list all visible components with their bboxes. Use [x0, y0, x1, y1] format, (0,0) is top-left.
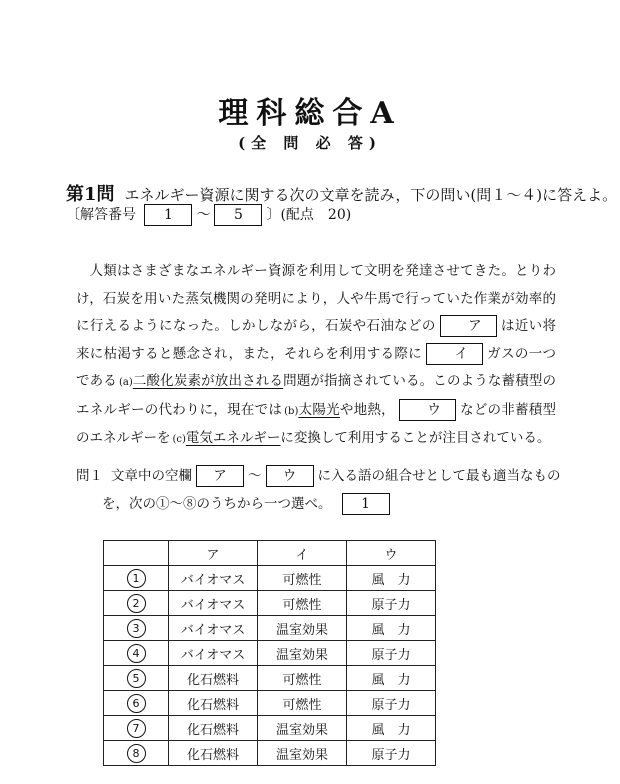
table-row — [104, 566, 436, 591]
q1-blank-u: ウ — [266, 465, 314, 487]
header-cell-i: イ — [258, 541, 347, 566]
option-number-cell — [104, 666, 169, 691]
subquestion-1-text-3: を，次の①～⑧のうちから一つ選べ。 — [102, 496, 332, 512]
table-cell: 可燃性 — [258, 691, 347, 716]
q1-answer-box: 1 — [342, 493, 390, 515]
blank-i: イ — [426, 343, 483, 365]
option-number-cell — [104, 566, 169, 591]
header-cell-a: ア — [169, 541, 258, 566]
underline-co2: 二酸化炭素が放出される — [132, 373, 284, 389]
table-cell: バイオマス — [169, 616, 258, 641]
underline-solar: 太陽光 — [298, 401, 340, 418]
table-row — [104, 616, 436, 641]
table-cell: 原子力 — [347, 691, 436, 716]
passage — [76, 258, 556, 454]
marker-b: (b) — [284, 405, 299, 417]
table-row — [104, 741, 436, 766]
option-number: 8 — [127, 744, 146, 763]
question-number: 第1問 — [66, 184, 115, 205]
passage-text-6: などの非蓄積型のエネルギーを — [76, 401, 557, 446]
table-cell: 原子力 — [347, 741, 436, 766]
passage-text-3: ガスの一つである — [76, 345, 556, 389]
subquestion-1 — [76, 462, 576, 518]
question-header — [66, 180, 617, 206]
passage-paragraph — [76, 258, 556, 454]
subquestion-1-text-1: 文章中の空欄 — [111, 468, 192, 484]
option-number: 3 — [127, 619, 146, 638]
q1-blank-a: ア — [196, 465, 244, 487]
answer-label: 〔解答番号 — [66, 207, 136, 223]
option-number-cell — [104, 716, 169, 741]
option-number-cell — [104, 691, 169, 716]
table-cell: バイオマス — [169, 566, 258, 591]
table-row — [104, 591, 436, 616]
table-cell: 風 力 — [347, 566, 436, 591]
table-row — [104, 716, 436, 741]
table-cell: 化石燃料 — [169, 741, 258, 766]
subquestion-1-line-1 — [76, 462, 576, 490]
options-table — [103, 540, 436, 766]
table-row — [104, 666, 436, 691]
table-cell: 化石燃料 — [169, 666, 258, 691]
table-cell: 風 力 — [347, 666, 436, 691]
options-header-row — [104, 541, 436, 566]
table-cell: バイオマス — [169, 641, 258, 666]
option-number: 7 — [127, 719, 146, 738]
underline-electric-energy: 電気エネルギー — [185, 430, 281, 446]
table-cell: 可燃性 — [258, 591, 347, 616]
points-label: 〕(配点 20) — [266, 207, 352, 223]
blank-a: ア — [440, 315, 497, 337]
table-cell: 温室効果 — [258, 616, 347, 641]
answer-from-box: 1 — [144, 204, 192, 226]
table-cell: 温室効果 — [258, 741, 347, 766]
header-cell-u: ウ — [347, 541, 436, 566]
option-number: 1 — [127, 569, 146, 588]
marker-c: (c) — [172, 434, 186, 445]
option-number-cell — [104, 616, 169, 641]
table-cell: 化石燃料 — [169, 691, 258, 716]
table-cell: 温室効果 — [258, 716, 347, 741]
table-cell: 風 力 — [347, 716, 436, 741]
option-number-cell — [104, 641, 169, 666]
header-cell-blank — [104, 541, 169, 566]
option-number: 5 — [127, 669, 146, 688]
page-title: 理科総合A — [218, 96, 402, 131]
page-subtitle: (全 問 必 答) — [238, 134, 382, 152]
passage-text-4: 問題が指摘されている。このような蓄積型のエネルギーの代わりに，現在では — [76, 373, 557, 418]
table-cell: 化石燃料 — [169, 716, 258, 741]
answer-to-box: 5 — [214, 204, 262, 226]
table-cell: 風 力 — [347, 616, 436, 641]
table-cell: バイオマス — [169, 591, 258, 616]
subquestion-1-text-2: に入る語の組合せとして最も適当なもの — [317, 468, 561, 484]
answer-tilde: ～ — [196, 207, 211, 223]
marker-a: (a) — [118, 377, 133, 388]
option-number: 2 — [127, 594, 146, 613]
passage-text-2: は近い将来に枯渇すると懸念され，また，それらを利用する際に — [76, 318, 557, 362]
q1-tilde: ～ — [248, 468, 262, 484]
option-number: 4 — [127, 644, 146, 663]
table-row — [104, 641, 436, 666]
option-number-cell — [104, 741, 169, 766]
passage-text-7: に変換して利用することが注目されている。 — [280, 430, 551, 446]
table-cell: 原子力 — [347, 641, 436, 666]
option-number-cell — [104, 591, 169, 616]
answer-number-line — [66, 204, 351, 226]
subquestion-1-line-2 — [76, 490, 576, 518]
subquestion-1-label: 問１ — [76, 468, 103, 484]
table-cell: 温室効果 — [258, 641, 347, 666]
question-intro: エネルギー資源に関する次の文章を読み，下の問い(問１～４)に答えよ。 — [124, 186, 618, 204]
passage-text-5: や地熱， — [339, 401, 395, 418]
table-cell: 原子力 — [347, 591, 436, 616]
table-cell: 可燃性 — [258, 666, 347, 691]
table-row — [104, 691, 436, 716]
table-cell: 可燃性 — [258, 566, 347, 591]
passage-text-1: 人類はさまざまなエネルギー資源を利用して文明を発達させてきた。とりわけ，石炭を用いた蒸気機関の発明により，人や牛馬で行っていた作業が効率的に行えるようになった。しかしながら，石炭や石油などの — [76, 263, 556, 334]
option-number: 6 — [127, 694, 146, 713]
blank-u: ウ — [399, 399, 456, 421]
